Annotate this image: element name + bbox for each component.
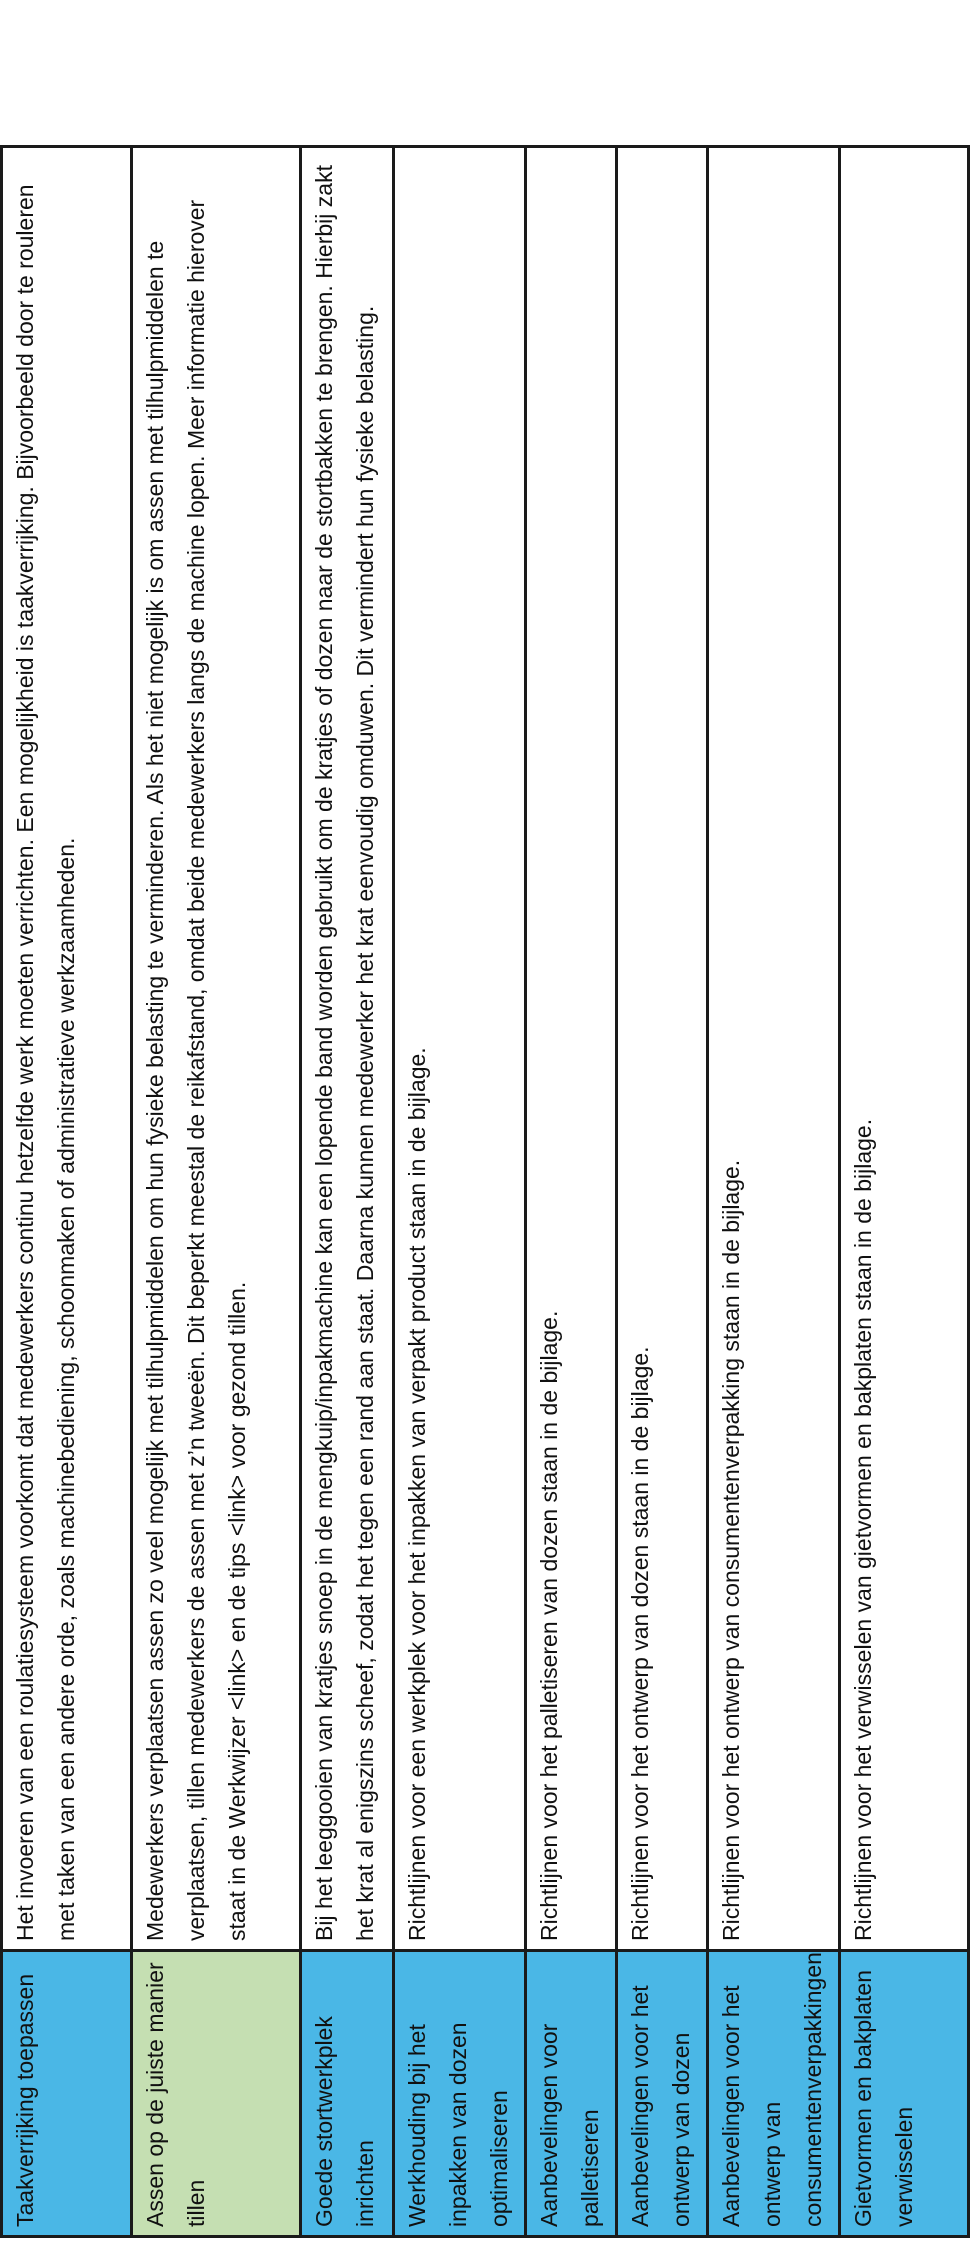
measure-description: Medewerkers verplaatsen assen zo veel mogelijk met tilhulpmiddelen om hun fysieke belasting te verminderen. Als het niet mogelijk is om assen met tilhulpmiddelen te verplaatsen, tillen medewerkers de assen met z’n tweeën. Dit beperkt meestal de reikafstand, omdat beide medewerkers langs de machine lopen. Meer informatie hierover staat in de Werkwijzer <link> en de tips <link> voor gezond tillen. <box>132 147 301 1951</box>
table-row <box>526 147 617 2237</box>
measure-description: Richtlijnen voor het verwisselen van gietvormen en bakplaten staan in de bijlage. <box>840 147 969 1951</box>
measure-label: Goede stortwerkplek inrichten <box>301 1951 394 2237</box>
table-row <box>301 147 394 2237</box>
measure-label: Gietvormen en bakplaten verwisselen <box>840 1951 969 2237</box>
table-row <box>394 147 526 2237</box>
table-row <box>2 147 132 2237</box>
measure-description: Richtlijnen voor het ontwerp van dozen staan in de bijlage. <box>617 147 708 1951</box>
measure-description: Bij het leeggooien van kratjes snoep in de mengkuip/inpakmachine kan een lopende band worden gebruikt om de kratjes of dozen naar de stortbakken te brengen. Hierbij zakt het krat al enigszins scheef, zodat het tegen een rand aan staat. Daarna kunnen medewerker het krat eenvoudig omduwen. Dit vermindert hun fysieke belasting. <box>301 147 394 1951</box>
table-row <box>617 147 708 2237</box>
measure-description: Richtlijnen voor een werkplek voor het inpakken van verpakt product staan in de bijlage. <box>394 147 526 1951</box>
measure-description: Richtlijnen voor het palletiseren van dozen staan in de bijlage. <box>526 147 617 1951</box>
measure-label: Werkhouding bij het inpakken van dozen optimaliseren <box>394 1951 526 2237</box>
measure-label: Assen op de juiste manier tillen <box>132 1951 301 2237</box>
measure-description: Het invoeren van een roulatiesysteem voorkomt dat medewerkers continu hetzelfde werk moeten verrichten. Een mogelijkheid is taakverrijking. Bijvoorbeeld door te rouleren met taken van een andere orde, zoals machinebediening, schoonmaken of administratieve werkzaamheden. <box>2 147 132 1951</box>
table-row <box>132 147 301 2237</box>
measure-label: Aanbevelingen voor het ontwerp van consumentenverpakkingen <box>708 1951 840 2237</box>
table-row <box>840 147 969 2237</box>
measures-table <box>0 145 970 2238</box>
measure-description: Richtlijnen voor het ontwerp van consumentenverpakking staan in de bijlage. <box>708 147 840 1951</box>
rotated-page <box>0 148 917 2244</box>
measure-label: Aanbevelingen voor het ontwerp van dozen <box>617 1951 708 2237</box>
table-row <box>708 147 840 2237</box>
measure-label: Aanbevelingen voor palletiseren <box>526 1951 617 2237</box>
measure-label: Taakverrijking toepassen <box>2 1951 132 2237</box>
